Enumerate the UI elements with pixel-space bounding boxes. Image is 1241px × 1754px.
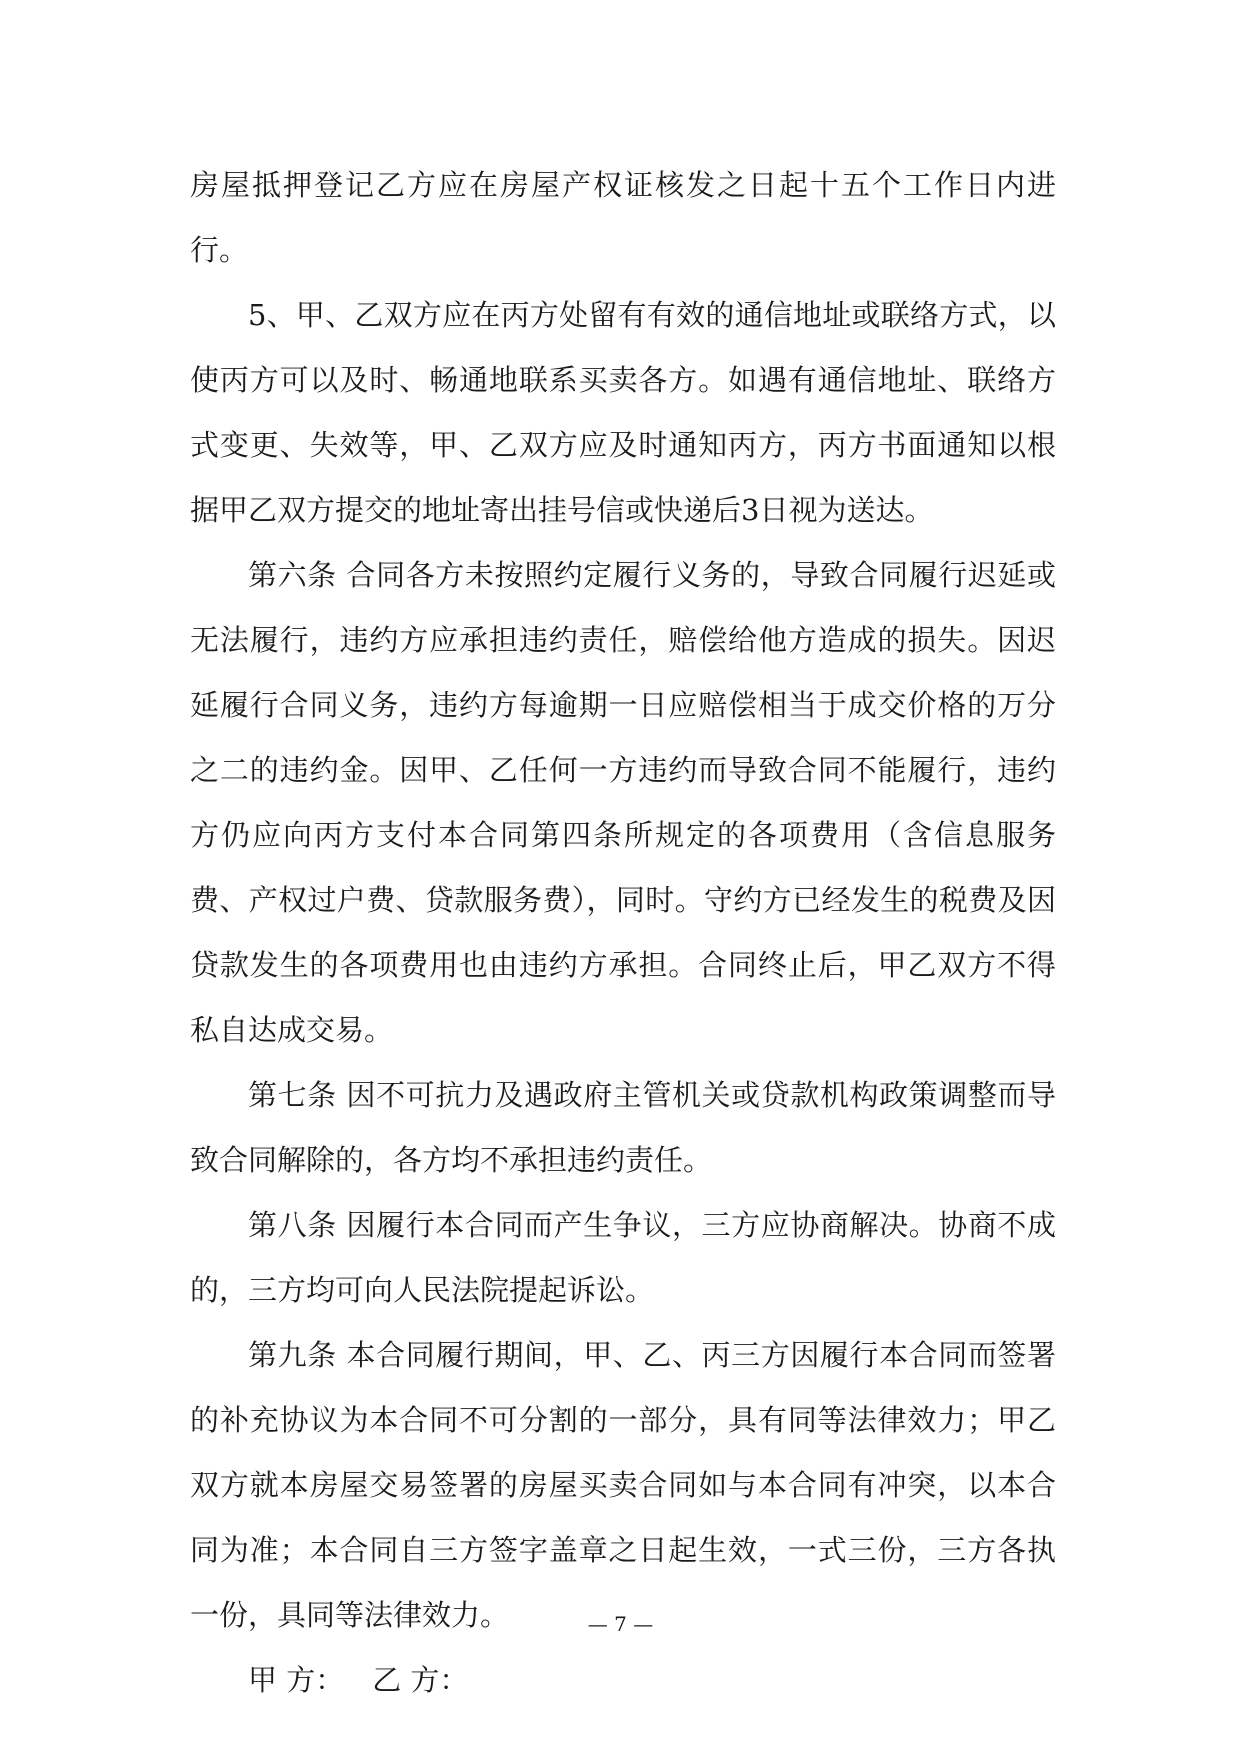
signature-line: [190, 1648, 1056, 1713]
paragraph-contact-address: 5、甲、乙双方应在丙方处留有有效的通信地址或联络方式，以使丙方可以及时、畅通地联系买卖各方。如遇有通信地址、联络方式变更、失效等，甲、乙双方应及时通知丙方，丙方书面通知以根据甲乙双方提交的地址寄出挂号信或快递后3日视为送达。: [190, 298, 1056, 527]
party-a-label: 甲 方：: [248, 1663, 345, 1697]
paragraph-article-9: 第九条 本合同履行期间，甲、乙、丙三方因履行本合同而签署的补充协议为本合同不可分割的一部分，具有同等法律效力；甲乙双方就本房屋交易签署的房屋买卖合同如与本合同有冲突，以本合同为准；本合同自三方签字盖章之日起生效，一式三份，三方各执一份，具同等法律效力。: [190, 1338, 1056, 1632]
party-b-label: 乙 方：: [372, 1663, 469, 1697]
paragraph-mortgage-registration: 房屋抵押登记乙方应在房屋产权证核发之日起十五个工作日内进行。: [190, 168, 1056, 267]
paragraph-article-7: 第七条 因不可抗力及遇政府主管机关或贷款机构政策调整而导致合同解除的，各方均不承担违约责任。: [190, 1078, 1056, 1177]
paragraph-article-6: 第六条 合同各方未按照约定履行义务的，导致合同履行迟延或无法履行，违约方应承担违约责任，赔偿给他方造成的损失。因迟延履行合同义务，违约方每逾期一日应赔偿相当于成交价格的万分之二的违约金。因甲、乙任何一方违约而导致合同不能履行，违约方仍应向丙方支付本合同第四条所规定的各项费用（含信息服务费、产权过户费、贷款服务费），同时。守约方已经发生的税费及因贷款发生的各项费用也由违约方承担。合同终止后，甲乙双方不得私自达成交易。: [190, 558, 1056, 1047]
page-number: — 7 —: [587, 1612, 654, 1636]
document-body: [190, 153, 1056, 1713]
paragraph-article-8: 第八条 因履行本合同而产生争议，三方应协商解决。协商不成的，三方均可向人民法院提起诉讼。: [190, 1208, 1056, 1307]
